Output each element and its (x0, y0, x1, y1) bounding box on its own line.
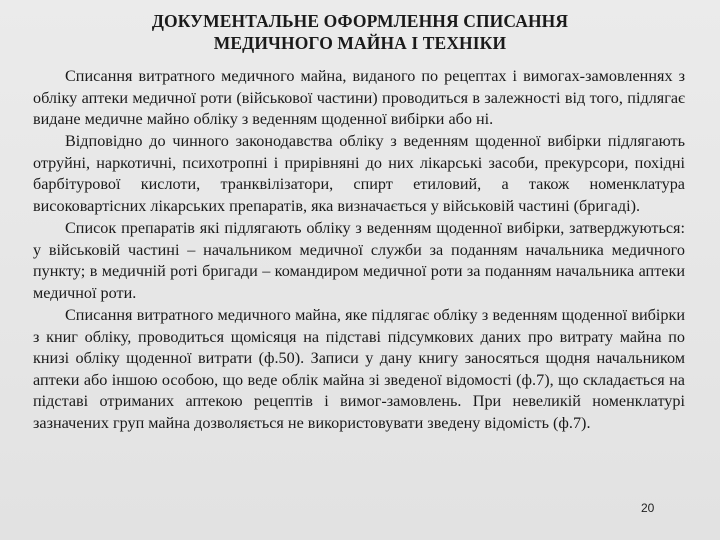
title-line-1: ДОКУМЕНТАЛЬНЕ ОФОРМЛЕННЯ СПИСАННЯ (151, 11, 569, 31)
page-title (40, 10, 680, 54)
paragraph-monthly-write-off: Списання витратного медичного майна, яке підлягає обліку з веденням щоденної вибірки з книг обліку, проводиться щомісяця на підставі підсумкових даних про витрату майна по книзі обліку щоденної витрати (ф.50). Записи у дану книгу заносяться щодня начальником аптеки або іншою особою, що веде облік майна зі зведеної відомості (ф.7), що складається на підставі отриманих аптекою рецептів і вимог-замовлень. При невеликій номенклатурі зазначених груп майна дозволяється не використовувати зведену відомість (ф.7). (33, 306, 685, 432)
body-text (33, 66, 685, 435)
paragraph-legislation: Відповідно до чинного законодавства обліку з веденням щоденної вибірки підлягають отруйні, наркотичні, психотропні і прирівняні до них лікарські засоби, прекурсори, похідні барбітурової кислоти, транквілізатори, спирт етиловий, а також номенклатура високовартісних лікарських препаратів, яка визначається у військовій частині (бригаді). (33, 132, 685, 216)
paragraph-drug-list-approval: Список препаратів які підлягають обліку з веденням щоденної вибірки, затверджуються: у військовій частині – начальником медичної служби за поданням начальника медичного пункту; в медичній роті бригади – командиром медичної роти за поданням начальника аптеки медичної роти. (33, 219, 685, 302)
paragraph-write-off-rules: Списання витратного медичного майна, виданого по рецептах і вимогах-замовленнях з обліку аптеки медичної роти (військової частини) проводиться в залежності від того, підлягає видане медичне майно обліку з веденням щоденної вибірки або ні. (33, 67, 685, 129)
title-line-2: МЕДИЧНОГО МАЙНА І ТЕХНІКИ (213, 33, 507, 53)
page-number: 20 (641, 501, 655, 515)
